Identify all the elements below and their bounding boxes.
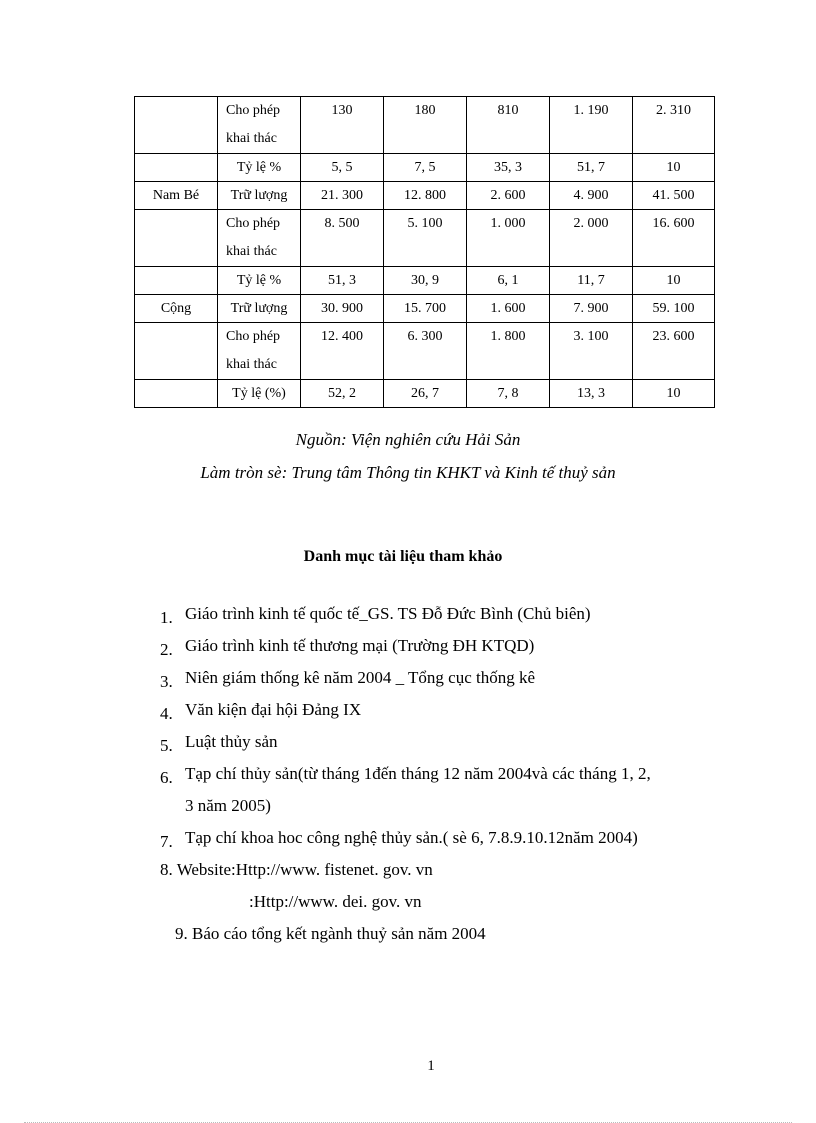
value-cell: 810 (467, 97, 550, 154)
value-cell: 8. 500 (301, 210, 384, 267)
value-cell: 23. 600 (633, 323, 715, 380)
value-cell: 16. 600 (633, 210, 715, 267)
value-cell: 4. 900 (550, 182, 633, 210)
page-number: 1 (427, 1058, 435, 1074)
reference-number: 2. (160, 640, 173, 659)
reference-text: Giáo trình kinh tế quốc tế_GS. TS Đỗ Đức Bình (Chủ biên) (185, 604, 591, 623)
value-cell: 41. 500 (633, 182, 715, 210)
value-cell: 10 (633, 380, 715, 408)
indicator-cell: Tỷ lệ (%) (218, 380, 301, 408)
reference-number: 4. (160, 704, 173, 723)
region-cell (135, 154, 218, 182)
value-cell: 1. 190 (550, 97, 633, 154)
reference-text: Văn kiện đại hội Đảng IX (185, 700, 362, 719)
value-cell: 2. 600 (467, 182, 550, 210)
indicator-cell: Tỷ lệ % (218, 154, 301, 182)
reference-item-4 (160, 694, 740, 726)
reference-number: 7. (160, 832, 173, 851)
value-cell: 7. 900 (550, 295, 633, 323)
value-cell: 2. 000 (550, 210, 633, 267)
reference-text: Tạp chí thủy sản(từ tháng 1đến tháng 12 năm 2004và các tháng 1, 2, (185, 764, 651, 783)
value-cell: 1. 000 (467, 210, 550, 267)
references-list (160, 598, 740, 950)
reference-item-8: 8. Website:Http://www. fistenet. gov. vn (160, 860, 433, 879)
references-title: Danh mục tài liệu tham khảo (303, 548, 503, 565)
source-line: Nguồn: Viện nghiên cứu Hải Sản (295, 430, 521, 449)
value-cell: 6, 1 (467, 267, 550, 295)
value-cell: 11, 7 (550, 267, 633, 295)
table-row (135, 380, 715, 408)
reference-number: 3. (160, 672, 173, 691)
reference-number: 5. (160, 736, 173, 755)
table-row (135, 97, 715, 154)
reference-item-9: 9. Báo cáo tổng kết ngành thuỷ sản năm 2004 (175, 924, 486, 943)
indicator-cell: Cho phép khai thác (218, 97, 301, 154)
region-cell (135, 210, 218, 267)
value-cell: 5. 100 (384, 210, 467, 267)
value-cell: 12. 800 (384, 182, 467, 210)
reference-number: 1. (160, 608, 173, 627)
region-cell: Cộng (135, 295, 218, 323)
value-cell: 26, 7 (384, 380, 467, 408)
indicator-cell: Cho phép khai thác (218, 210, 301, 267)
region-cell: Nam Bé (135, 182, 218, 210)
value-cell: 59. 100 (633, 295, 715, 323)
table-row (135, 210, 715, 267)
reference-items (160, 598, 740, 790)
value-cell: 2. 310 (633, 97, 715, 154)
table-row (135, 154, 715, 182)
reference-text: Tạp chí khoa hoc công nghệ thủy sản.( sè 6, 7.8.9.10.12năm 2004) (185, 828, 638, 847)
indicator-cell: Trữ lượng (218, 295, 301, 323)
value-cell: 5, 5 (301, 154, 384, 182)
region-cell (135, 323, 218, 380)
reference-item-2 (160, 630, 740, 662)
table-row (135, 267, 715, 295)
indicator-cell: Cho phép khai thác (218, 323, 301, 380)
value-cell: 30, 9 (384, 267, 467, 295)
value-cell: 35, 3 (467, 154, 550, 182)
value-cell: 130 (301, 97, 384, 154)
rounding-note: Làm tròn sè: Trung tâm Thông tin KHKT và Kinh tế thuỷ sản (200, 463, 616, 482)
reference-item-6 (160, 758, 740, 790)
reference-6-continuation: 3 năm 2005) (185, 796, 271, 815)
reference-item-3 (160, 662, 740, 694)
region-cell (135, 380, 218, 408)
value-cell: 21. 300 (301, 182, 384, 210)
reference-number: 6. (160, 768, 173, 787)
value-cell: 51, 3 (301, 267, 384, 295)
stock-table (134, 96, 715, 408)
value-cell: 6. 300 (384, 323, 467, 380)
value-cell: 15. 700 (384, 295, 467, 323)
table-row (135, 182, 715, 210)
value-cell: 10 (633, 267, 715, 295)
region-cell (135, 97, 218, 154)
value-cell: 7, 5 (384, 154, 467, 182)
value-cell: 180 (384, 97, 467, 154)
reference-item-1 (160, 598, 740, 630)
value-cell: 30. 900 (301, 295, 384, 323)
table-row (135, 295, 715, 323)
reference-text: Luật thủy sản (185, 732, 278, 751)
indicator-cell: Tỷ lệ % (218, 267, 301, 295)
value-cell: 3. 100 (550, 323, 633, 380)
reference-text: Niên giám thống kê năm 2004 _ Tổng cục thống kê (185, 668, 536, 687)
value-cell: 12. 400 (301, 323, 384, 380)
value-cell: 1. 800 (467, 323, 550, 380)
value-cell: 1. 600 (467, 295, 550, 323)
value-cell: 52, 2 (301, 380, 384, 408)
reference-item-7 (160, 822, 740, 854)
reference-item-8-continuation: :Http://www. dei. gov. vn (249, 892, 422, 911)
indicator-cell: Trữ lượng (218, 182, 301, 210)
value-cell: 10 (633, 154, 715, 182)
value-cell: 13, 3 (550, 380, 633, 408)
reference-item-5 (160, 726, 740, 758)
table-row (135, 323, 715, 380)
reference-text: Giáo trình kinh tế thương mại (Trường ĐH KTQD) (185, 636, 535, 655)
stock-table-body (135, 97, 715, 408)
value-cell: 51, 7 (550, 154, 633, 182)
value-cell: 7, 8 (467, 380, 550, 408)
region-cell (135, 267, 218, 295)
